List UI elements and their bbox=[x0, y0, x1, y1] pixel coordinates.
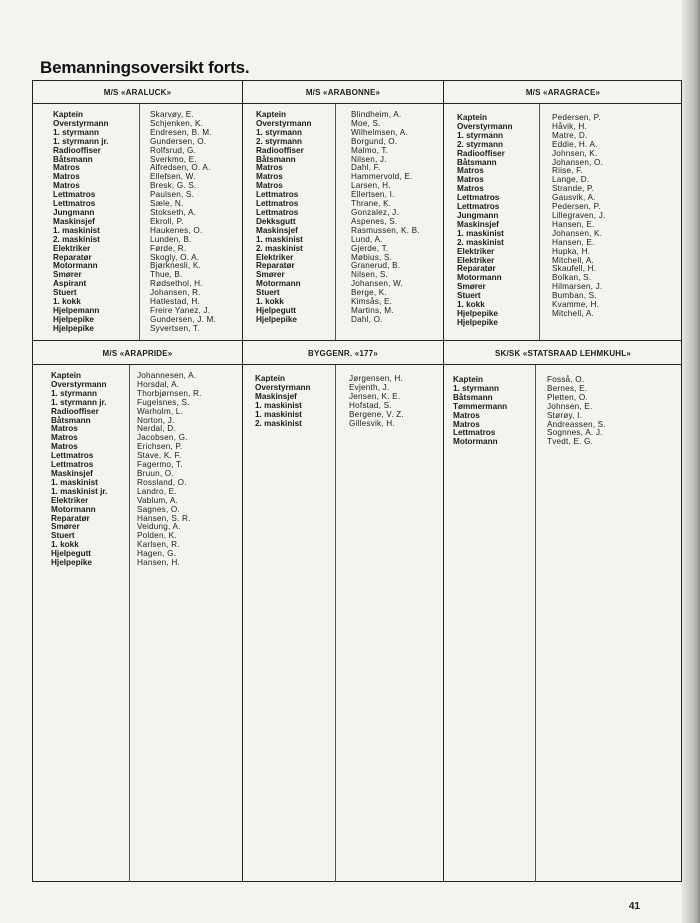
crew-name: Ekroll, P. bbox=[150, 216, 184, 226]
header-underline bbox=[243, 103, 443, 104]
crew-role: Hjelpepike bbox=[51, 558, 92, 568]
crew-name: Johansen, K. bbox=[552, 228, 603, 238]
crew-name: Førde, R. bbox=[150, 243, 187, 253]
page-edge-shadow bbox=[682, 0, 700, 923]
crew-name: Landro, E. bbox=[137, 486, 177, 496]
crew-role: 1. maskinist bbox=[51, 477, 98, 487]
crew-role: Maskinsjef bbox=[53, 216, 95, 226]
crew-name: Andreassen, S. bbox=[547, 419, 606, 429]
crew-name: Bjørknesli, K. bbox=[150, 261, 202, 271]
crew-name: Horsdal, A. bbox=[137, 379, 180, 389]
crew-name: Sognnes, A. J. bbox=[547, 428, 603, 438]
crew-role: Elektriker bbox=[51, 495, 89, 505]
crew-role: Hjelpemann bbox=[53, 305, 100, 315]
crew-name: Jensen, K. E. bbox=[349, 391, 401, 401]
crew-name: Stave, K. F. bbox=[137, 451, 182, 461]
crew-name: Thorbjørnsen, R. bbox=[137, 388, 202, 398]
crew-role: 1. maskinist bbox=[255, 409, 302, 419]
header-underline bbox=[444, 103, 682, 104]
ship-title-arabonne: M/S «ARABONNE» bbox=[305, 88, 381, 97]
crew-role: Lettmatros bbox=[256, 199, 299, 209]
crew-name: Pletten, O. bbox=[547, 392, 588, 402]
crew-role: Lettmatros bbox=[51, 451, 94, 461]
crew-role: Matros bbox=[453, 419, 480, 429]
page-title: Bemanningsoversikt forts. bbox=[40, 58, 250, 77]
crew-role: 2. maskinist bbox=[255, 418, 302, 428]
crew-name: Håvik, H. bbox=[552, 121, 588, 131]
crew-name: Hansen, E. bbox=[552, 237, 595, 247]
crew-role: Smører bbox=[256, 270, 285, 280]
crew-role: 1. styrmann bbox=[53, 127, 99, 137]
crew-name: Veidung, A. bbox=[137, 522, 181, 532]
crew-role: Motormann bbox=[51, 504, 96, 514]
crew-role: 1. kokk bbox=[457, 300, 485, 310]
header-underline bbox=[33, 364, 242, 365]
crew-role: Elektriker bbox=[256, 252, 294, 262]
crew-role: Motormann bbox=[53, 261, 98, 271]
ship-title-aragrace: M/S «ARAGRACE» bbox=[525, 88, 601, 97]
crew-role: Kaptein bbox=[255, 374, 286, 383]
crew-role: Maskinsjef bbox=[256, 225, 298, 235]
page-number: 41 bbox=[628, 901, 640, 912]
araluck-roles bbox=[53, 111, 109, 334]
crew-role: 1. maskinist bbox=[255, 400, 302, 410]
araluck-names bbox=[150, 111, 216, 334]
crew-role: Matros bbox=[256, 163, 283, 173]
crew-name: Warholm, L. bbox=[137, 406, 184, 416]
byggenr-177-names bbox=[349, 375, 404, 428]
crew-name: Kvamme, H. bbox=[552, 300, 600, 310]
arabonne-roles bbox=[256, 111, 312, 325]
crew-role: Matros bbox=[51, 433, 78, 443]
crew-name: Hansen, S. R. bbox=[137, 513, 191, 523]
crew-role: 1. styrmann bbox=[256, 127, 302, 137]
crew-name: Ellertsen, I. bbox=[351, 190, 395, 200]
crew-role: 2. maskinist bbox=[53, 234, 100, 244]
crew-role: Elektriker bbox=[457, 246, 495, 256]
crew-role: Matros bbox=[256, 181, 283, 191]
crew-name: Hammervold, E. bbox=[351, 172, 413, 182]
crew-name: Lillegraven, J. bbox=[552, 210, 606, 220]
crew-name: Hatlestad, H. bbox=[150, 297, 200, 307]
aragrace-roles bbox=[457, 114, 513, 328]
crew-name: Alfredsen, O. A. bbox=[150, 163, 211, 173]
crew-role: Lettmatros bbox=[256, 190, 299, 200]
crew-name: Bresk, G. S. bbox=[150, 181, 197, 191]
crew-name: Johansen, W. bbox=[351, 279, 404, 289]
sub-column-divider bbox=[539, 103, 540, 340]
crew-role: Matros bbox=[51, 424, 78, 434]
crew-name: Gausvik, A. bbox=[552, 193, 596, 203]
crew-name: Karlsen, R. bbox=[137, 540, 180, 550]
crew-name: Bumban, S. bbox=[552, 291, 597, 301]
crew-role: Lettmatros bbox=[51, 460, 94, 470]
ship-title-statsraad-lehmkuhl: SK/SK «STATSRAAD LEHMKUHL» bbox=[494, 349, 632, 358]
crew-role: Hjelpepike bbox=[256, 314, 297, 324]
crew-role: 1. styrmann jr. bbox=[53, 136, 109, 146]
crew-name: Granerud, B. bbox=[351, 261, 401, 271]
crew-role: Hjelpegutt bbox=[51, 549, 92, 559]
crew-name: Wilhelmsen, A. bbox=[351, 127, 408, 137]
crew-role: 2. styrmann bbox=[256, 136, 302, 146]
header-underline bbox=[33, 103, 242, 104]
crew-name: Lund, A. bbox=[351, 234, 383, 244]
crew-role: 1. styrmann bbox=[51, 388, 97, 398]
lehmkuhl-names bbox=[547, 376, 606, 447]
crew-role: Matros bbox=[53, 163, 80, 173]
crew-name: Eddie, H. A. bbox=[552, 139, 598, 149]
crew-role: Motormann bbox=[457, 273, 502, 283]
crew-name: Skarvøy, E. bbox=[150, 110, 194, 119]
ship-title-arapride: M/S «ARAPRIDE» bbox=[102, 349, 173, 358]
crew-name: Gundersen, O. bbox=[150, 136, 207, 146]
crew-name: Larsen, H. bbox=[351, 181, 391, 191]
crew-name: Gjerde, T. bbox=[351, 243, 389, 253]
crew-name: Vablum, A. bbox=[137, 495, 178, 505]
crew-name: Pedersen, P. bbox=[552, 202, 601, 212]
crew-name: Johnsen, E. bbox=[547, 401, 593, 411]
arapride-names bbox=[137, 372, 202, 568]
crew-name: Riise, F. bbox=[552, 166, 583, 176]
crew-role: 1. maskinist bbox=[53, 225, 100, 235]
crew-name: Tvedt, E. G. bbox=[547, 437, 594, 447]
crew-name: Fagermo, T. bbox=[137, 460, 183, 470]
crew-name: Blindheim, A. bbox=[351, 110, 402, 119]
crew-name: Dahl, O. bbox=[351, 314, 383, 324]
crew-name: Rolfsrud, G. bbox=[150, 145, 197, 155]
sub-column-divider bbox=[139, 103, 140, 340]
crew-name: Matre, D. bbox=[552, 130, 588, 140]
crew-name: Johansen, R. bbox=[150, 288, 201, 298]
crew-name: Bernes, E. bbox=[547, 383, 588, 393]
crew-role: Lettmatros bbox=[457, 202, 500, 212]
crew-role: Kaptein bbox=[51, 371, 82, 380]
column-divider bbox=[443, 81, 444, 881]
crew-name: Møbius, S. bbox=[351, 252, 393, 262]
crew-name: Nilsen, J. bbox=[351, 154, 387, 164]
crew-name: Hansen, E. bbox=[552, 219, 595, 229]
column-divider bbox=[242, 81, 243, 881]
crew-role: Hjelpegutt bbox=[256, 305, 297, 315]
crew-role: Motormann bbox=[256, 279, 301, 289]
crew-role: Lettmatros bbox=[53, 190, 96, 200]
crew-name: Fosså, O. bbox=[547, 375, 585, 384]
crew-role: Matros bbox=[53, 181, 80, 191]
crew-role: 1. styrmann bbox=[453, 383, 499, 393]
crew-name: Evjenth, J. bbox=[349, 382, 390, 392]
crew-name: Rossland, O. bbox=[137, 477, 187, 487]
crew-role: Reparatør bbox=[51, 513, 90, 523]
crew-role: 2. maskinist bbox=[457, 237, 504, 247]
arapride-roles bbox=[51, 372, 107, 568]
arabonne-names bbox=[351, 111, 420, 325]
crew-role: Maskinsjef bbox=[255, 391, 297, 401]
crew-name: Thrane, K. bbox=[351, 199, 392, 209]
crew-role: Matros bbox=[453, 410, 480, 420]
crew-role: Jungmann bbox=[457, 210, 499, 220]
crew-name: Gillesvik, H. bbox=[349, 418, 395, 428]
crew-name: Johnsen, K. bbox=[552, 148, 598, 158]
crew-role: 1. maskinist jr. bbox=[51, 486, 108, 496]
crew-name: Malmo, T. bbox=[351, 145, 389, 155]
crew-name: Lunden, B. bbox=[150, 234, 192, 244]
crew-role: Smører bbox=[51, 522, 80, 532]
crew-role: Elektriker bbox=[457, 255, 495, 265]
ship-title-araluck: M/S «ARALUCK» bbox=[103, 88, 172, 97]
crew-name: Skaufell, H. bbox=[552, 264, 597, 274]
crew-role: Lettmatros bbox=[453, 428, 496, 438]
crew-name: Hupka, H. bbox=[552, 246, 591, 256]
lehmkuhl-roles bbox=[453, 376, 507, 447]
crew-role: Aspirant bbox=[53, 279, 87, 289]
crew-role: Maskinsjef bbox=[51, 468, 93, 478]
crew-role: Overstyrmann bbox=[51, 379, 107, 389]
crew-role: Kaptein bbox=[53, 110, 84, 119]
crew-role: Overstyrmann bbox=[255, 382, 311, 392]
crew-role: Stuert bbox=[51, 531, 75, 541]
crew-role: Hjelpepike bbox=[53, 314, 94, 324]
row-divider bbox=[33, 340, 681, 341]
crew-role: Tømmermann bbox=[453, 401, 508, 411]
crew-role: Stuert bbox=[256, 288, 280, 298]
crew-name: Lange, D. bbox=[552, 175, 590, 185]
crew-name: Kimsås, E. bbox=[351, 297, 393, 307]
crew-role: Stuert bbox=[457, 291, 481, 301]
crew-name: Norton, J. bbox=[137, 415, 175, 425]
crew-role: Matros bbox=[457, 175, 484, 185]
crew-role: Båtsmann bbox=[453, 392, 493, 402]
crew-name: Pedersen, P. bbox=[552, 113, 601, 122]
crew-name: Mitchell, A. bbox=[552, 308, 594, 318]
crew-role: Kaptein bbox=[453, 375, 484, 384]
crew-name: Nilsen, S. bbox=[351, 270, 389, 280]
crew-name: Moe, S. bbox=[351, 118, 381, 128]
crew-name: Gundersen, J. M. bbox=[150, 314, 216, 324]
crew-role: 1. kokk bbox=[53, 297, 81, 307]
crew-name: Rødsethol, H. bbox=[150, 279, 203, 289]
crew-name: Hofstad, S. bbox=[349, 400, 392, 410]
crew-name: Sverkmo, E. bbox=[150, 154, 197, 164]
crew-role: 1. maskinist bbox=[457, 228, 504, 238]
crew-name: Berge, K. bbox=[351, 288, 387, 298]
crew-role: Båtsmann bbox=[457, 157, 497, 167]
crew-name: Størøy, I. bbox=[547, 410, 583, 420]
crew-name: Fugelsnes, S. bbox=[137, 397, 190, 407]
crew-role: Båtsmann bbox=[53, 154, 93, 164]
crew-name: Bolkan, S. bbox=[552, 273, 592, 283]
crew-role: Jungmann bbox=[53, 207, 95, 217]
sub-column-divider bbox=[335, 103, 336, 340]
sub-column-divider bbox=[129, 364, 130, 882]
crew-role: Motormann bbox=[453, 437, 498, 447]
crew-name: Dahl, F. bbox=[351, 163, 381, 173]
crew-name: Freire Yanez, J. bbox=[150, 305, 211, 315]
crew-name: Thue, B. bbox=[150, 270, 183, 280]
crew-name: Jørgensen, H. bbox=[349, 374, 404, 383]
crew-role: Smører bbox=[53, 270, 82, 280]
crew-role: Båtsmann bbox=[256, 154, 296, 164]
crew-name: Bergene, V. Z. bbox=[349, 409, 404, 419]
crew-role: Overstyrmann bbox=[53, 118, 109, 128]
crew-role: Hjelpepike bbox=[53, 323, 94, 333]
sub-column-divider bbox=[335, 364, 336, 882]
crew-name: Haukenes, O. bbox=[150, 225, 203, 235]
crew-name: Nerdal, D. bbox=[137, 424, 176, 434]
header-underline bbox=[444, 364, 682, 365]
crew-name: Hagen, G. bbox=[137, 549, 177, 559]
crew-role: Båtsmann bbox=[51, 415, 91, 425]
crew-name: Hansen, H. bbox=[137, 558, 180, 568]
header-underline bbox=[243, 364, 443, 365]
crew-name: Syvertsen, T. bbox=[150, 323, 200, 333]
crew-name: Sæle, N. bbox=[150, 199, 184, 209]
crew-role: Radiooffiser bbox=[53, 145, 101, 155]
crew-name: Bruun, O. bbox=[137, 468, 174, 478]
crew-role: Overstyrmann bbox=[256, 118, 312, 128]
crew-role: Matros bbox=[51, 442, 78, 452]
crew-role: Hjelpepike bbox=[457, 317, 498, 327]
crew-name: Paulsen, S. bbox=[150, 190, 195, 200]
ship-title-byggenr-177: BYGGENR. «177» bbox=[308, 349, 378, 358]
crew-role: Lettmatros bbox=[457, 193, 500, 203]
crew-role: Lettmatros bbox=[256, 207, 299, 217]
crew-role: Radiooffiser bbox=[256, 145, 304, 155]
crew-role: Overstyrmann bbox=[457, 121, 513, 131]
crew-role: Dekksgutt bbox=[256, 216, 296, 226]
crew-role: Radiooffiser bbox=[51, 406, 99, 416]
crew-name: Erichsen, P. bbox=[137, 442, 183, 452]
crew-role: Kaptein bbox=[457, 113, 488, 122]
crew-name: Aspenes, S. bbox=[351, 216, 398, 226]
crew-role: 1. maskinist bbox=[256, 234, 303, 244]
crew-role: Kaptein bbox=[256, 110, 287, 119]
byggenr-177-roles bbox=[255, 375, 311, 428]
crew-name: Rasmussen, K. B. bbox=[351, 225, 420, 235]
crew-role: Reparatør bbox=[53, 252, 92, 262]
crew-role: 1. kokk bbox=[256, 297, 284, 307]
crew-role: Radiooffiser bbox=[457, 148, 505, 158]
crew-name: Gonzalez, J. bbox=[351, 207, 399, 217]
crew-role: 2. styrmann bbox=[457, 139, 503, 149]
crew-role: Matros bbox=[53, 172, 80, 182]
crew-name: Hilmarsen, J. bbox=[552, 282, 603, 292]
crew-name: Ellefsen, W. bbox=[150, 172, 196, 182]
crew-role: 2. maskinist bbox=[256, 243, 303, 253]
crew-name: Schjenken, K. bbox=[150, 118, 204, 128]
crew-name: Strande, P. bbox=[552, 184, 595, 194]
crew-name: Martins, M. bbox=[351, 305, 394, 315]
crew-role: 1. styrmann bbox=[457, 130, 503, 140]
crew-role: Reparatør bbox=[256, 261, 295, 271]
crew-name: Mitchell, A. bbox=[552, 255, 594, 265]
crew-role: Reparatør bbox=[457, 264, 496, 274]
crew-name: Skogly, O. A. bbox=[150, 252, 200, 262]
crew-name: Polden, K. bbox=[137, 531, 177, 541]
crew-role: Matros bbox=[457, 184, 484, 194]
crew-name: Jacobsen, G. bbox=[137, 433, 188, 443]
crew-role: Matros bbox=[256, 172, 283, 182]
crew-role: Hjelpepike bbox=[457, 308, 498, 318]
crew-name: Sagnes, O. bbox=[137, 504, 180, 514]
crew-role: Matros bbox=[457, 166, 484, 176]
crew-name: Endresen, B. M. bbox=[150, 127, 212, 137]
crew-name: Stokseth, A. bbox=[150, 207, 197, 217]
crew-role: Smører bbox=[457, 282, 486, 292]
crew-name: Borgund, O. bbox=[351, 136, 398, 146]
crew-role: Maskinsjef bbox=[457, 219, 499, 229]
crew-role: Lettmatros bbox=[53, 199, 96, 209]
crew-role: Stuert bbox=[53, 288, 77, 298]
crew-name: Johannesen, A. bbox=[137, 371, 197, 380]
crew-role: Elektriker bbox=[53, 243, 91, 253]
aragrace-names bbox=[552, 114, 606, 319]
crew-table bbox=[32, 80, 682, 882]
crew-role: 1. kokk bbox=[51, 540, 79, 550]
crew-role: 1. styrmann jr. bbox=[51, 397, 107, 407]
crew-name: Johansen, O. bbox=[552, 157, 604, 167]
sub-column-divider bbox=[535, 364, 536, 882]
